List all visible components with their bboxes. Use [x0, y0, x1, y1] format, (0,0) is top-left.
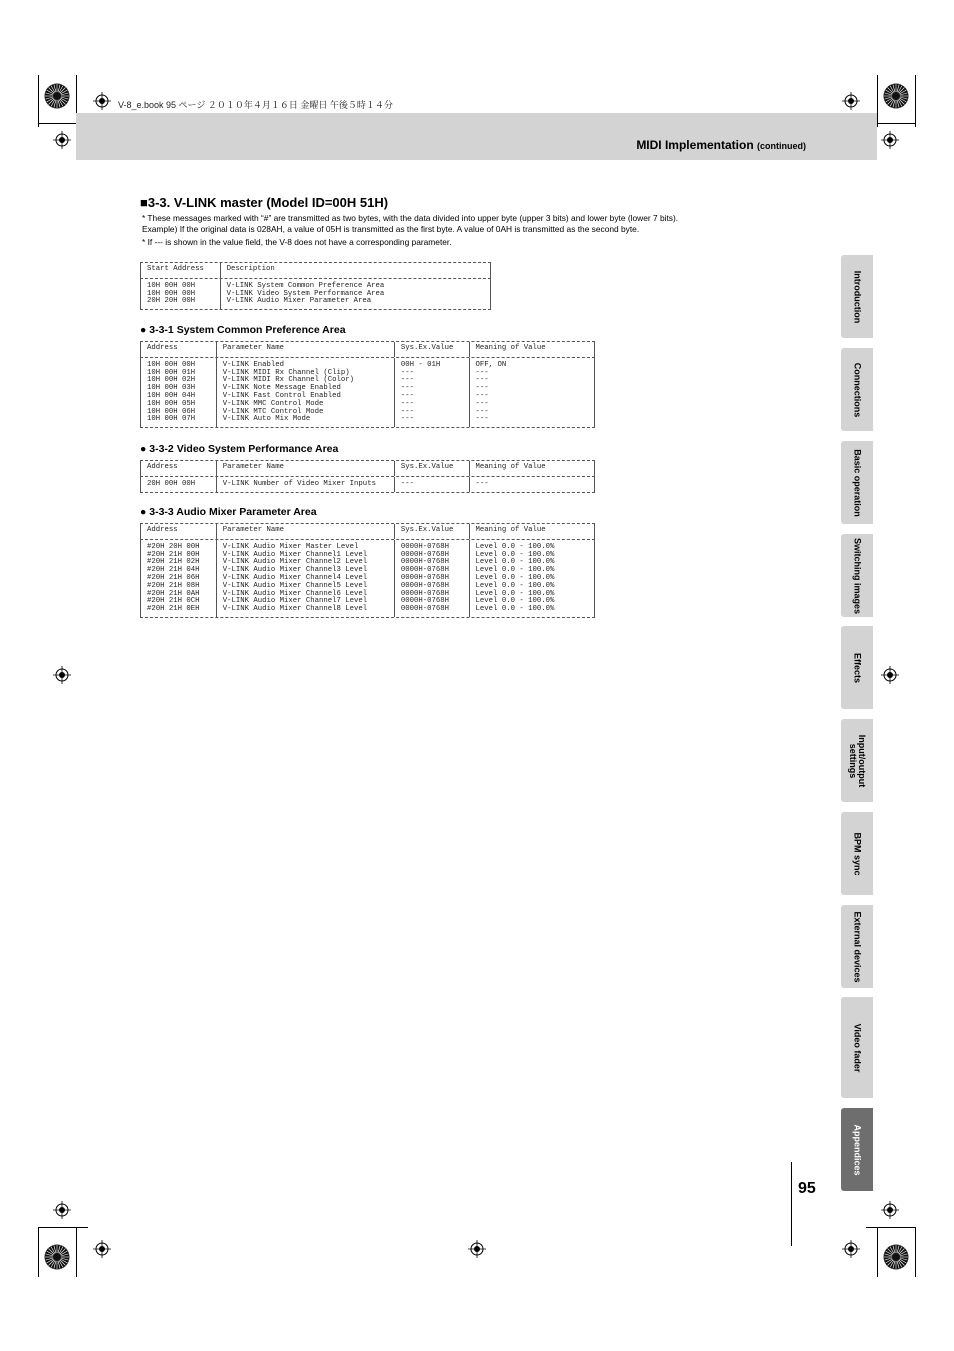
video-system-table	[140, 460, 595, 493]
registration-mark	[468, 1240, 486, 1258]
registration-mark	[53, 131, 71, 149]
table-cell: ---	[400, 415, 414, 424]
table-cell: 0000H-0768H	[400, 573, 450, 582]
chapter-tab-basic-operation	[841, 441, 873, 524]
registration-mark	[53, 666, 71, 684]
table-cell: ---	[400, 368, 414, 377]
registration-mark	[842, 92, 860, 110]
table-cell: V-LINK Number of Video Mixer Inputs	[222, 479, 376, 488]
running-header-title: MIDI Implementation	[636, 138, 754, 152]
table-cell: ---	[400, 479, 414, 488]
chapter-tab-label: Introduction	[852, 270, 863, 323]
table-cell: Level 0.0 - 100.0%	[475, 597, 555, 606]
table-cell: V-LINK Audio Mixer Channel1 Level	[222, 550, 368, 559]
table-column	[221, 279, 490, 309]
header-band	[76, 113, 877, 160]
table-header-cell: Address	[141, 342, 217, 357]
registration-mark	[53, 1201, 71, 1219]
table-cell: V-LINK Audio Mixer Channel5 Level	[222, 581, 368, 590]
table-cell: V-LINK Audio Mixer Channel7 Level	[222, 597, 368, 606]
table-cell: Level 0.0 - 100.0%	[475, 558, 555, 567]
table-rule	[140, 309, 491, 310]
crop-line	[915, 1227, 916, 1277]
table-cell: Level 0.0 - 100.0%	[475, 566, 555, 575]
table-body	[140, 540, 595, 617]
table-cell: 10H 00H 06H	[147, 407, 196, 416]
table-cell: 10H 00H 05H	[147, 399, 196, 408]
table-cell: 10H 00H 02H	[147, 376, 196, 385]
table-body	[140, 477, 595, 492]
table-header-cell: Parameter Name	[217, 342, 395, 357]
table-cell: ---	[475, 479, 489, 488]
table-cell: Level 0.0 - 100.0%	[475, 605, 555, 614]
table-cell: V-LINK Audio Mixer Channel2 Level	[222, 558, 368, 567]
table-cell: V-LINK Audio Mixer Channel8 Level	[222, 605, 368, 614]
table-cell: Level 0.0 - 100.0%	[475, 542, 555, 551]
chapter-tab-video-fader	[841, 997, 873, 1098]
table-cell: 10H 00H 04H	[147, 391, 196, 400]
table-column	[395, 477, 470, 492]
table-cell: Level 0.0 - 100.0%	[475, 550, 555, 559]
table-rule	[140, 427, 595, 428]
table-cell: 10H 00H 00H	[147, 360, 196, 369]
chapter-tab-effects	[841, 626, 873, 709]
table-cell: #20H 21H 0EH	[147, 605, 200, 614]
color-target-mark	[883, 1244, 909, 1270]
table-cell: V-LINK Video System Performance Area	[226, 289, 385, 298]
table-cell: ---	[400, 376, 414, 385]
table-cell: #20H 21H 0AH	[147, 589, 200, 598]
note-3: * If --- is shown in the value field, the V-8 does not have a corresponding parameter.	[142, 237, 452, 247]
table-header-row	[140, 461, 595, 476]
table-cell: ---	[475, 415, 489, 424]
audio-mixer-table	[140, 523, 595, 618]
table-cell: 10H 00H 01H	[147, 368, 196, 377]
table-cell: 10H 00H 03H	[147, 384, 196, 393]
table-cell: 0000H-0768H	[400, 550, 450, 559]
table-cell: V-LINK Note Message Enabled	[222, 384, 341, 393]
overview-table	[140, 262, 491, 310]
chapter-tab-connections	[841, 348, 873, 431]
table-cell: V-LINK MIDI Rx Channel (Clip)	[222, 368, 350, 377]
table-column	[395, 540, 470, 617]
table-cell: V-LINK Audio Mixer Master Level	[222, 542, 359, 551]
table-cell: ---	[400, 384, 414, 393]
table-cell: #20H 21H 04H	[147, 566, 200, 575]
table-cell: V-LINK Audio Mixer Channel4 Level	[222, 573, 368, 582]
chapter-tab-label: Video fader	[852, 1023, 863, 1072]
table-cell: V-LINK MTC Control Mode	[222, 407, 324, 416]
crop-line	[38, 1227, 39, 1277]
table-cell: 0000H-0768H	[400, 558, 450, 567]
table-cell: ---	[475, 391, 489, 400]
crop-line	[76, 1227, 77, 1277]
registration-mark	[881, 666, 899, 684]
chapter-tab-label: Switching images	[852, 537, 863, 614]
table-header-cell: Address	[141, 524, 217, 539]
table-cell: 20H 00H 00H	[147, 479, 196, 488]
table-cell: #20H 21H 0CH	[147, 597, 200, 606]
table-column	[470, 540, 594, 617]
subsection-title-system-common: ● 3-3-1 System Common Preference Area	[140, 324, 346, 336]
table-header-cell: Start Address	[141, 263, 221, 278]
table-cell: #20H 20H 00H	[147, 542, 200, 551]
chapter-tab-input-output-settings	[841, 719, 873, 802]
table-cell: Level 0.0 - 100.0%	[475, 581, 555, 590]
print-info: V-8_e.book 95 ページ ２０１０年４月１６日 金曜日 午後５時１４分	[118, 100, 393, 110]
table-cell: Level 0.0 - 100.0%	[475, 573, 555, 582]
page-number: 95	[798, 1180, 816, 1197]
chapter-tab-label: External devices	[852, 910, 863, 983]
table-header-cell: Sys.Ex.Value	[395, 524, 470, 539]
table-cell: V-LINK MIDI Rx Channel (Color)	[222, 376, 355, 385]
table-cell: Level 0.0 - 100.0%	[475, 589, 555, 598]
table-cell: 0000H-0768H	[400, 597, 450, 606]
chapter-tab-label: Appendices	[852, 1123, 863, 1176]
table-header-cell: Meaning of Value	[475, 344, 546, 352]
crop-line	[38, 75, 39, 127]
table-cell: V-LINK Auto Mix Mode	[222, 415, 311, 424]
table-header-cell: Sys.Ex.Value	[395, 342, 470, 357]
crop-line	[38, 1227, 88, 1228]
chapter-tab-appendices	[841, 1108, 873, 1191]
registration-mark	[93, 92, 111, 110]
table-cell: #20H 21H 06H	[147, 573, 200, 582]
table-column	[141, 358, 217, 427]
table-cell: ---	[475, 407, 489, 416]
chapter-tab-label: Connections	[852, 362, 863, 417]
chapter-tab-label: Input/output settings	[848, 734, 867, 787]
table-body	[140, 279, 491, 309]
crop-line	[877, 75, 878, 127]
color-target-mark	[44, 83, 70, 109]
table-cell: 0000H-0768H	[400, 581, 450, 590]
table-cell: V-LINK Audio Mixer Channel6 Level	[222, 589, 368, 598]
section-title: ■3-3. V-LINK master (Model ID=00H 51H)	[140, 195, 389, 210]
table-cell: V-LINK Fast Control Enabled	[222, 391, 341, 400]
table-column	[395, 358, 470, 427]
color-target-mark	[883, 83, 909, 109]
table-cell: 0000H-0768H	[400, 605, 450, 614]
table-cell: ---	[400, 391, 414, 400]
table-header-row	[140, 263, 491, 278]
running-header-continued: (continued)	[757, 141, 806, 151]
table-cell: 10H 00H 00H	[147, 281, 196, 290]
subsection-title-audio-mixer: ● 3-3-3 Audio Mixer Parameter Area	[140, 506, 317, 518]
color-target-mark	[44, 1244, 70, 1270]
table-column	[141, 279, 221, 309]
table-cell: V-LINK Enabled	[222, 360, 284, 369]
registration-mark	[881, 131, 899, 149]
table-column	[217, 477, 395, 492]
registration-mark	[881, 1201, 899, 1219]
table-cell: ---	[400, 399, 414, 408]
table-header-cell: Meaning of Value	[475, 463, 546, 471]
table-header-cell: Meaning of Value	[475, 526, 546, 534]
table-cell: 10H 00H 00H	[147, 289, 196, 298]
note-1: * These messages marked with “#” are transmitted as two bytes, with the data divided into upper byte (upper 3 bits) and lower byte (lower 7 bits).	[142, 213, 679, 223]
table-cell: V-LINK Audio Mixer Channel3 Level	[222, 566, 368, 575]
table-header-cell: Description	[226, 265, 275, 273]
table-rule	[140, 492, 595, 493]
table-cell: #20H 21H 02H	[147, 558, 200, 567]
table-column	[217, 540, 395, 617]
table-cell: 00H - 01H	[400, 360, 441, 369]
table-column	[470, 477, 594, 492]
table-cell: 10H 00H 07H	[147, 415, 196, 424]
registration-mark	[842, 1240, 860, 1258]
table-cell: 20H 20H 00H	[147, 297, 196, 306]
running-header	[636, 138, 806, 152]
page-number-rule	[791, 1162, 792, 1246]
table-column	[141, 477, 217, 492]
table-header-cell: Address	[141, 461, 217, 476]
table-rule	[140, 617, 595, 618]
note-2: Example) If the original data is 028AH, a value of 05H is transmitted as the first byte. A value of 0AH is transmitted as the second byte.	[142, 224, 640, 234]
registration-mark	[93, 1240, 111, 1258]
system-common-table	[140, 341, 595, 428]
table-header-cell: Parameter Name	[217, 524, 395, 539]
table-cell: #20H 21H 08H	[147, 581, 200, 590]
table-cell: V-LINK System Common Preference Area	[226, 281, 385, 290]
table-column	[141, 540, 217, 617]
table-cell: 0000H-0768H	[400, 589, 450, 598]
table-cell: 0000H-0768H	[400, 542, 450, 551]
table-header-cell: Parameter Name	[217, 461, 395, 476]
chapter-tab-label: Effects	[852, 652, 863, 683]
table-cell: ---	[475, 376, 489, 385]
chapter-tab-introduction	[841, 255, 873, 338]
table-cell: V-LINK Audio Mixer Parameter Area	[226, 297, 372, 306]
crop-line	[866, 1227, 916, 1228]
crop-line	[915, 75, 916, 127]
table-cell: V-LINK MMC Control Mode	[222, 399, 324, 408]
chapter-tab-label: Basic operation	[852, 448, 863, 517]
chapter-tab-external-devices	[841, 905, 873, 988]
table-column	[470, 358, 594, 427]
chapter-tab-switching-images	[841, 534, 873, 617]
table-column	[217, 358, 395, 427]
crop-line	[877, 1227, 878, 1277]
table-header-row	[140, 524, 595, 539]
table-header-row	[140, 342, 595, 357]
table-body	[140, 358, 595, 427]
table-cell: ---	[475, 368, 489, 377]
table-cell: #20H 21H 00H	[147, 550, 200, 559]
subsection-title-video-system: ● 3-3-2 Video System Performance Area	[140, 443, 339, 455]
table-cell: ---	[475, 399, 489, 408]
table-cell: 0000H-0768H	[400, 566, 450, 575]
table-cell: ---	[475, 384, 489, 393]
chapter-tab-bpm-sync	[841, 812, 873, 895]
chapter-tab-label: BPM sync	[852, 831, 863, 876]
table-header-cell: Sys.Ex.Value	[395, 461, 470, 476]
table-cell: OFF, ON	[475, 360, 507, 369]
table-cell: ---	[400, 407, 414, 416]
